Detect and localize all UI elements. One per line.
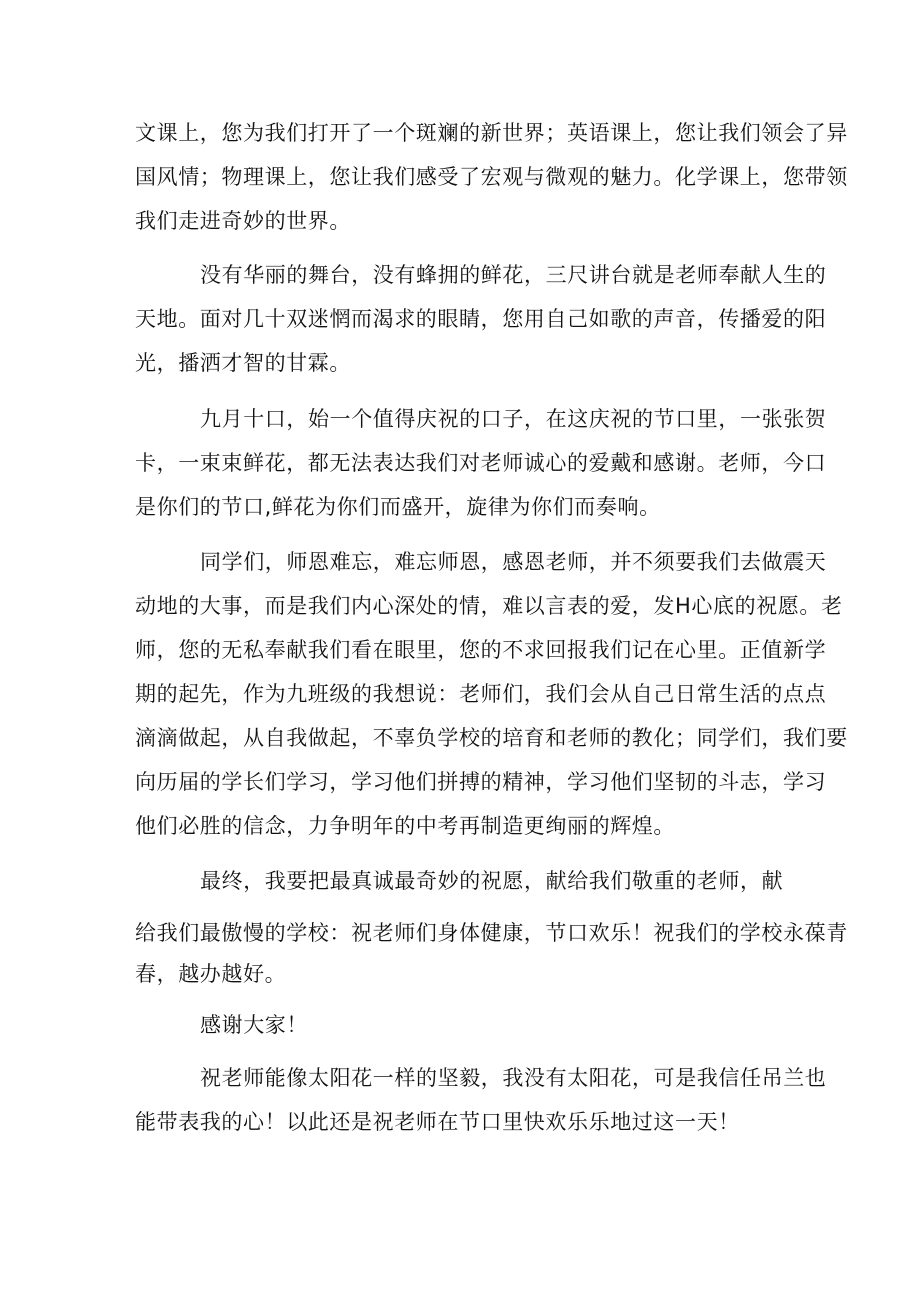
text-line: 国风情；物理课上，您让我们感受了宏观与微观的魅力。化学课上，您带领 bbox=[135, 165, 848, 189]
text-line: 期的起先，作为九班级的我想说：老师们，我们会从自己日常生活的点点 bbox=[135, 682, 827, 706]
text-line: 感谢大家！ bbox=[200, 1013, 308, 1037]
text-line: 给我们最傲慢的学校：祝老师们身体健康，节口欢乐！祝我们的学校永葆青 bbox=[135, 921, 848, 945]
text-line: 春，越办越好。 bbox=[135, 962, 287, 986]
text-line: 他们必胜的信念，力争明年的中考再制造更绚丽的辉煌。 bbox=[135, 814, 675, 838]
text-line: 动地的大事，而是我们内心深处的情，难以言表的爱，发H心底的祝愿。老 bbox=[135, 594, 843, 618]
text-line: 最终，我要把最真诚最奇妙的祝愿，献给我们敬重的老师，献 bbox=[200, 869, 784, 893]
text-line: 是你们的节口,鲜花为你们而盛开，旋律为你们而奏响。 bbox=[135, 495, 661, 519]
text-line: 光，播洒才智的甘霖。 bbox=[135, 351, 351, 375]
text-line: 九月十口，始一个值得庆祝的口子，在这庆祝的节口里，一张张贺 bbox=[200, 407, 827, 431]
text-line: 师，您的无私奉献我们看在眼里，您的不求回报我们记在心里。正值新学 bbox=[135, 638, 827, 662]
text-line: 滴滴做起，从自我做起，不辜负学校的培育和老师的教化；同学们，我们要 bbox=[135, 726, 848, 750]
text-line: 天地。面对几十双迷惘而渴求的眼睛，您用自己如歌的声音，传播爱的阳 bbox=[135, 307, 827, 331]
text-line: 向历届的学长们学习，学习他们拼搏的精神，学习他们坚韧的斗志，学习 bbox=[135, 770, 827, 794]
text-line: 祝老师能像太阳花一样的坚毅，我没有太阳花，可是我信任吊兰也 bbox=[200, 1066, 827, 1090]
text-line: 卡，一束束鲜花，都无法表达我们对老师诚心的爱戴和感谢。老师，今口 bbox=[135, 451, 827, 475]
text-line: 能带表我的心！以此还是祝老师在节口里快欢乐乐地过这一天！ bbox=[135, 1110, 740, 1134]
text-line: 没有华丽的舞台，没有蜂拥的鲜花，三尺讲台就是老师奉献人生的 bbox=[200, 263, 827, 287]
text-line: 同学们，师恩难忘，难忘师恩，感恩老师，并不须要我们去做震天 bbox=[200, 550, 827, 574]
text-line: 文课上，您为我们打开了一个斑斓的新世界；英语课上，您让我们领会了异 bbox=[135, 121, 848, 145]
text-line: 我们走进奇妙的世界。 bbox=[135, 209, 351, 233]
